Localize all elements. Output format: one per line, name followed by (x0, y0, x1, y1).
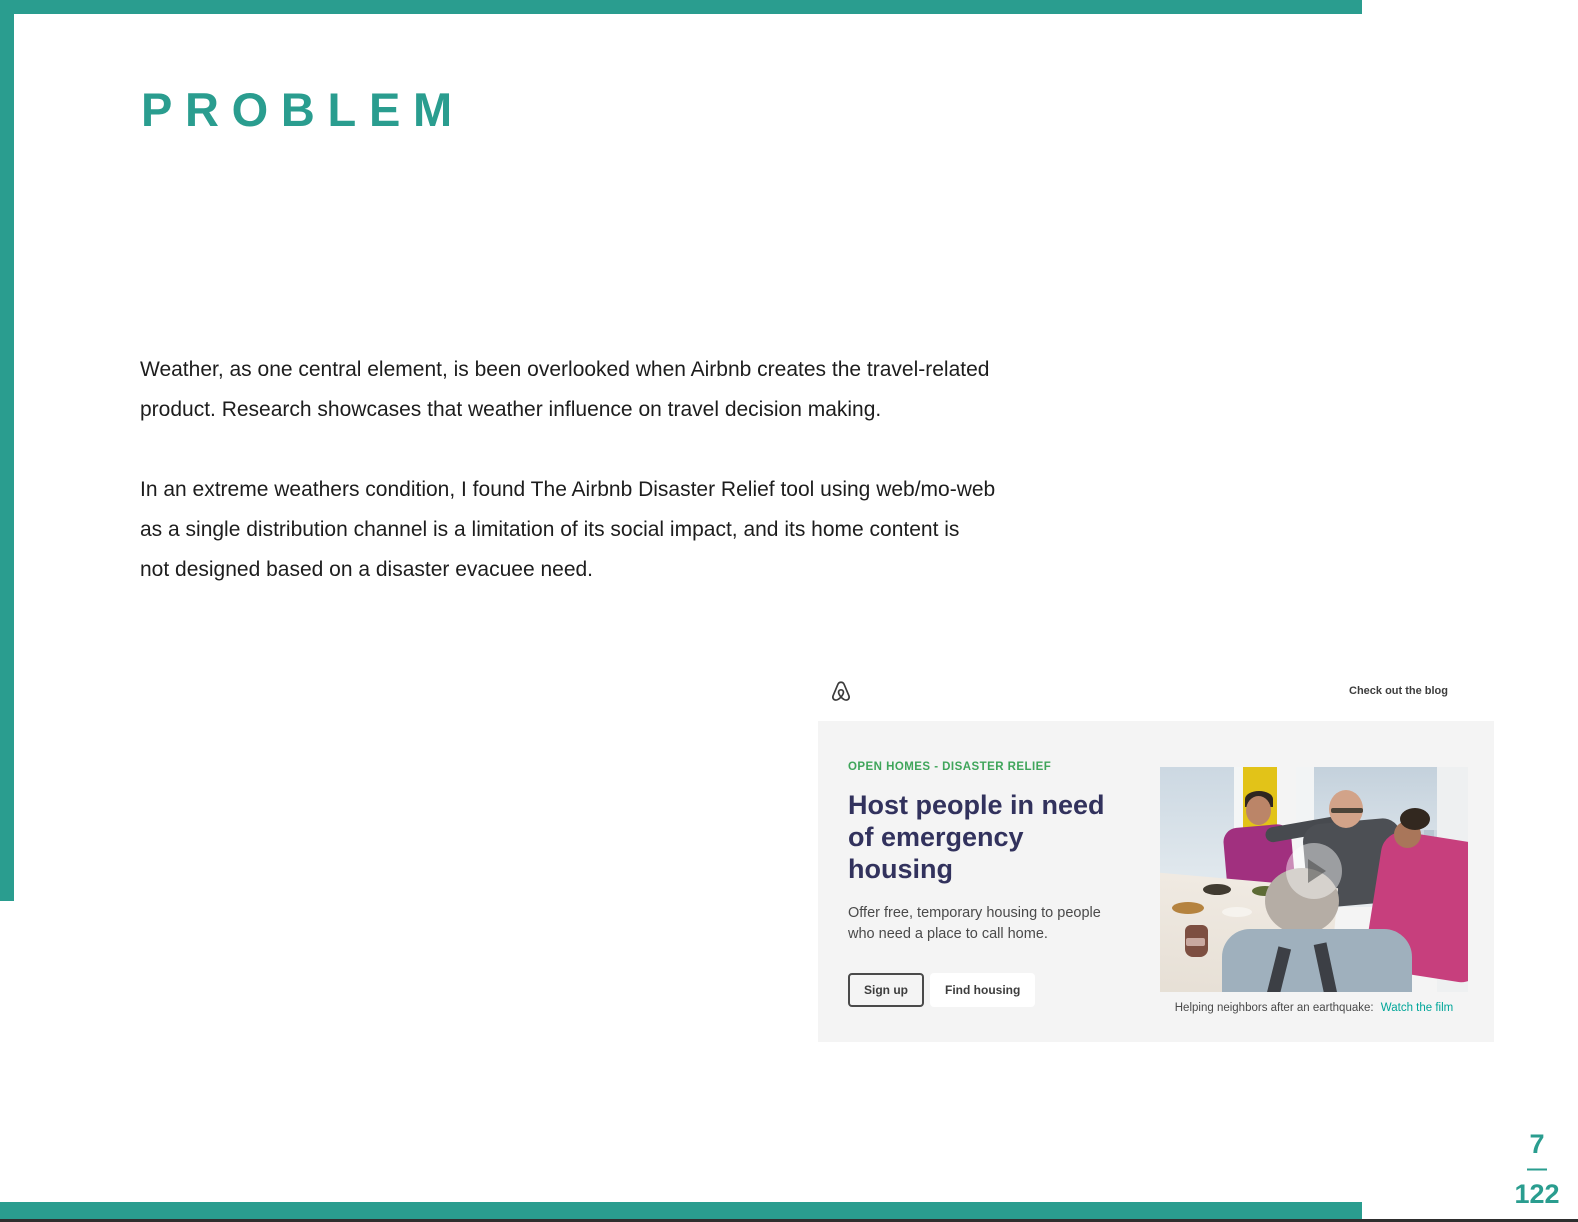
sign-up-button[interactable]: Sign up (848, 973, 924, 1007)
blog-link[interactable]: Check out the blog (1349, 685, 1448, 697)
hero-subtext (848, 903, 1128, 945)
paragraph-1 (140, 350, 995, 430)
bald-man-glasses (1331, 808, 1363, 813)
slide-title: PROBLEM (141, 83, 465, 136)
body-text (140, 350, 995, 630)
hero-headline (848, 789, 1128, 885)
hero-text-column (848, 761, 1128, 997)
food-plate (1222, 907, 1252, 917)
page-number (1508, 1128, 1566, 1210)
hero-buttons (848, 973, 1035, 1007)
watch-film-link[interactable]: Watch the film (1380, 1002, 1454, 1014)
headline-line: housing (848, 854, 953, 884)
headline-line: of emergency (848, 822, 1024, 852)
eyebrow-label: OPEN HOMES - DISASTER RELIEF (848, 761, 1052, 773)
bottom-accent-bar (0, 1202, 1362, 1219)
airbnb-screenshot (818, 663, 1494, 1042)
airbnb-header (818, 663, 1494, 721)
woman-pink-hair-bun (1400, 808, 1430, 830)
subtext-line: Offer free, temporary housing to people (848, 905, 1101, 921)
text-line: as a single distribution channel is a limitation of its social impact, and its home content is (140, 518, 960, 541)
photo-caption (1148, 1002, 1480, 1014)
text-line: In an extreme weathers condition, I found The Airbnb Disaster Relief tool using web/mo-web (140, 478, 996, 501)
play-button-icon[interactable] (1286, 843, 1342, 899)
page-current: 7 (1529, 1129, 1545, 1159)
airbnb-belo-icon[interactable] (826, 676, 856, 710)
find-housing-button[interactable]: Find housing (930, 973, 1035, 1007)
top-accent-bar (0, 0, 1362, 14)
text-line: product. Research showcases that weather influence on travel decision making. (140, 398, 882, 421)
caption-text: Helping neighbors after an earthquake: (1174, 1002, 1374, 1014)
left-accent-bar (0, 0, 14, 901)
paragraph-2 (140, 470, 995, 590)
page-divider: — (1527, 1158, 1547, 1180)
headline-line: Host people in need (848, 790, 1105, 820)
hero-video-thumbnail[interactable] (1160, 767, 1468, 992)
food-bowl (1203, 884, 1231, 895)
page-total: 122 (1514, 1179, 1560, 1209)
ceramic-jug-pattern (1186, 938, 1205, 946)
text-line: Weather, as one central element, is been overlooked when Airbnb creates the travel-related (140, 358, 990, 381)
subtext-line: who need a place to call home. (848, 926, 1048, 942)
text-line: not designed based on a disaster evacuee need. (140, 558, 594, 581)
airbnb-hero-section (818, 721, 1494, 1042)
